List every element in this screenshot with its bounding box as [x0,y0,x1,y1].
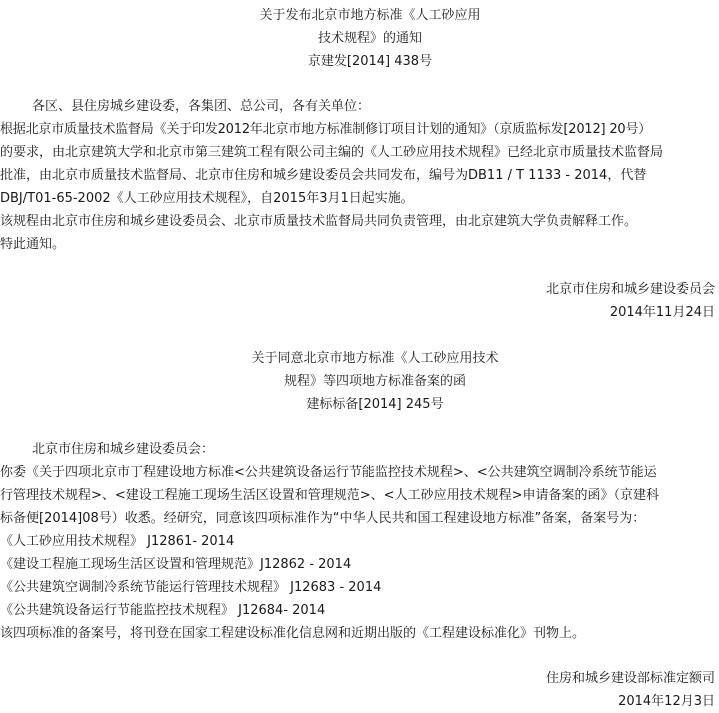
notice2-body-line1: 你委《关于四项北京市丁程建设地方标准<公共建筑设备运行节能监控技术规程>、<公共建筑空调制冷系统节能运 [0,465,657,480]
notice1-body-line2: 的要求，由北京建筑大学和北京市第三建筑工程有限公司主编的《人工砂应用技术规程》已经北京市质量技术监督局 [0,145,664,160]
record-item: 《建设工程施工现场生活区设置和管理规范》J12862 - 2014 [0,557,352,572]
record-item: 《公共建筑空调制冷系统节能运行管理技术规程》 J12683 - 2014 [0,580,382,595]
record-item: 《公共建筑设备运行节能监控技术规程》 J12684- 2014 [0,603,326,618]
notice1-date: 2014年11月24日 [609,305,715,320]
record-item: 《人工砂应用技术规程》 J12861- 2014 [0,534,235,549]
notice1-body-line1: 根据北京市质量技术监督局《关于印发2012年北京市地方标准制修订项目计划的通知》（京质监标发[2012] 20号） [0,122,652,137]
notice1-salutation: 各区、县住房城乡建设委，各集团、总公司，各有关单位： [32,99,371,114]
notice1-doc-number: 京建发[2014] 438号 [307,54,433,69]
notice2-title-line2: 规程》等四项地方标准备案的函 [283,374,466,389]
notice2-title-line1: 关于同意北京市地方标准《人工砂应用技术 [251,351,499,366]
notice2-body-line3: 标备便[2014]08号）收悉。经研究，同意该四项标准作为“中华人民共和国工程建设地方标准”备案，备案号为： [0,511,646,526]
notice1-body-line4: DBJ/T01-65-2002《人工砂应用技术规程》，自2015年3月1日起实施。 [0,191,414,206]
notice1-closing: 特此通知。 [0,237,66,252]
notice2-body-line2: 行管理技术规程>、<建设工程施工现场生活区设置和管理规范>、<人工砂应用技术规程>申请备案的函》（京建科 [0,488,659,503]
notice1-title-line2: 技术规程》的通知 [317,31,422,46]
notice2-closing: 该四项标准的备案号，将刊登在国家工程建设标准化信息网和近期出版的《工程建设标准化》刊物上。 [0,626,586,641]
notice1-title-line1: 关于发布北京市地方标准《人工砂应用 [259,8,481,23]
notice2-doc-number: 建标标备[2014] 245号 [306,397,444,412]
notice1-issuer: 北京市住房和城乡建设委员会 [545,282,715,297]
notice1-body-line3: 批准，由北京市质量技术监督局、北京市住房和城乡建设委员会共同发布，编号为DB11 / T 1133 - 2014，代替 [0,168,647,183]
notice2-salutation: 北京市住房和城乡建设委员会： [32,442,215,457]
notice2-date: 2014年12月3日 [618,694,715,709]
notice1-body-line5: 该规程由北京市住房和城乡建设委员会、北京市质量技术监督局共同负责管理，由北京建筑大学负责解释工作。 [0,214,638,229]
notice2-issuer: 住房和城乡建设部标准定额司 [545,671,715,686]
